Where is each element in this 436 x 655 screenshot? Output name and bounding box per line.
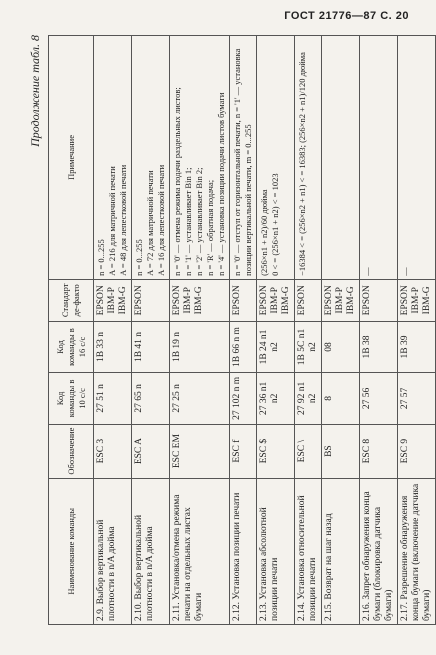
cell-hex: 08 bbox=[322, 321, 360, 372]
table-row bbox=[94, 36, 132, 625]
command-table bbox=[48, 35, 436, 625]
cell-note: n = '0' — отступ от горизонтальной печати, n = '1' — установка позиции вертикальной печати, m = 0...255 bbox=[230, 36, 257, 280]
table-row bbox=[322, 36, 360, 625]
cell-dec: 27 57 bbox=[398, 373, 436, 424]
table-row bbox=[360, 36, 398, 625]
cell-name: 2.12. Установка позиции печати bbox=[230, 478, 257, 624]
table-row bbox=[295, 36, 322, 625]
cell-name: 2.14. Установка относительной позиции печати bbox=[295, 478, 322, 624]
cell-std: EPSON IBM-P IBM-G bbox=[257, 279, 295, 321]
cell-hex: 1B 39 bbox=[398, 321, 436, 372]
standard-header: ГОСТ 21776—87 С. 20 bbox=[284, 10, 409, 22]
cell-note: — bbox=[360, 36, 398, 280]
table-body bbox=[94, 36, 436, 625]
cell-name: 2.15. Возврат на шаг назад bbox=[322, 478, 360, 624]
cell-name: 2.9. Выбор вертикальной плотности в n/A дюйма bbox=[94, 478, 132, 624]
cell-dec: 27 92 n1 n2 bbox=[295, 373, 322, 424]
table-row bbox=[132, 36, 170, 625]
col-header-std: Стандарт де-факто bbox=[49, 279, 94, 321]
cell-note: n = 0...255 A = 216 для матричной печати A = 48 для лепестковой печати bbox=[94, 36, 132, 280]
cell-dec: 27 36 n1 n2 bbox=[257, 373, 295, 424]
cell-symbol: ESC A bbox=[132, 424, 170, 478]
cell-dec: 8 bbox=[322, 373, 360, 424]
cell-std: EPSON IBM-P IBM-G bbox=[94, 279, 132, 321]
cell-note: — bbox=[398, 36, 436, 280]
rotated-table-area bbox=[26, 35, 432, 625]
cell-symbol: ESC \ bbox=[295, 424, 322, 478]
cell-note bbox=[322, 36, 360, 280]
cell-hex: 1B 41 n bbox=[132, 321, 170, 372]
cell-note: −16384 < = (256×n2 + n1) < = 16383; (256×n2 + n1)/120 дюйма bbox=[295, 36, 322, 280]
table-caption: Продолжение табл. 8 bbox=[28, 35, 42, 147]
cell-dec: 27 102 n m bbox=[230, 373, 257, 424]
cell-hex: 1B 66 n m bbox=[230, 321, 257, 372]
col-header-symbol: Обозначение bbox=[49, 424, 94, 478]
table-row bbox=[230, 36, 257, 625]
cell-std: EPSON bbox=[132, 279, 170, 321]
cell-name: 2.17. Разрешение обнаружения конца бумаги (включение датчика бумаги) bbox=[398, 478, 436, 624]
cell-std: EPSON bbox=[360, 279, 398, 321]
cell-std: EPSON bbox=[295, 279, 322, 321]
cell-hex: 1B 24 n1 n2 bbox=[257, 321, 295, 372]
cell-note: n = '0' — отмена режима подачи раздельных листов; n = '1' — устанавливает Bin 1; n = '2' — устанавливает Bin 2; n = 'R' — обратная подача; n = '4' — установка позиции подачи листов бумаги bbox=[170, 36, 230, 280]
cell-dec: 27 25 n bbox=[170, 373, 230, 424]
cell-symbol: ESC 3 bbox=[94, 424, 132, 478]
table-header-row bbox=[49, 36, 94, 625]
table-row bbox=[170, 36, 230, 625]
cell-symbol: ESC $ bbox=[257, 424, 295, 478]
col-header-dec: Код команды в 10 с/с bbox=[49, 373, 94, 424]
cell-hex: 1B 5C n1 n2 bbox=[295, 321, 322, 372]
cell-symbol: ESC f bbox=[230, 424, 257, 478]
cell-dec: 27 56 bbox=[360, 373, 398, 424]
cell-symbol: BS bbox=[322, 424, 360, 478]
table-row bbox=[257, 36, 295, 625]
cell-std: EPSON IBM-P IBM-G bbox=[398, 279, 436, 321]
cell-symbol: ESC EM bbox=[170, 424, 230, 478]
cell-note: n = 0...255 A = 72 для матричной печати A = 16 для лепестковой печати bbox=[132, 36, 170, 280]
cell-name: 2.10. Выбор вертикальной плотности в n/A дюйма bbox=[132, 478, 170, 624]
col-header-name: Наименование команды bbox=[49, 478, 94, 624]
cell-name: 2.11. Установка/отмена режима печати на отдельных листах бумаги bbox=[170, 478, 230, 624]
cell-note: (256×n1 + n2)/60 дюйма 0 < = (256×n1 + n2) < = 1023 bbox=[257, 36, 295, 280]
cell-symbol: ESC 8 bbox=[360, 424, 398, 478]
cell-hex: 1B 33 n bbox=[94, 321, 132, 372]
col-header-note: Примечание bbox=[49, 36, 94, 280]
table-row bbox=[398, 36, 436, 625]
col-header-hex: Код команды в 16 с/с bbox=[49, 321, 94, 372]
cell-std: EPSON bbox=[230, 279, 257, 321]
cell-dec: 27 65 n bbox=[132, 373, 170, 424]
cell-std: EPSON IBM-P IBM-G bbox=[170, 279, 230, 321]
cell-hex: 1B 38 bbox=[360, 321, 398, 372]
cell-name: 2.13. Установка абсолютной позиции печати bbox=[257, 478, 295, 624]
cell-dec: 27 51 n bbox=[94, 373, 132, 424]
cell-symbol: ESC 9 bbox=[398, 424, 436, 478]
cell-hex: 1B 19 n bbox=[170, 321, 230, 372]
cell-name: 2.16. Запрет обнаружения конца бумаги (блокировка датчика бумаги) bbox=[360, 478, 398, 624]
cell-std: EPSON IBM-P IBM-G bbox=[322, 279, 360, 321]
